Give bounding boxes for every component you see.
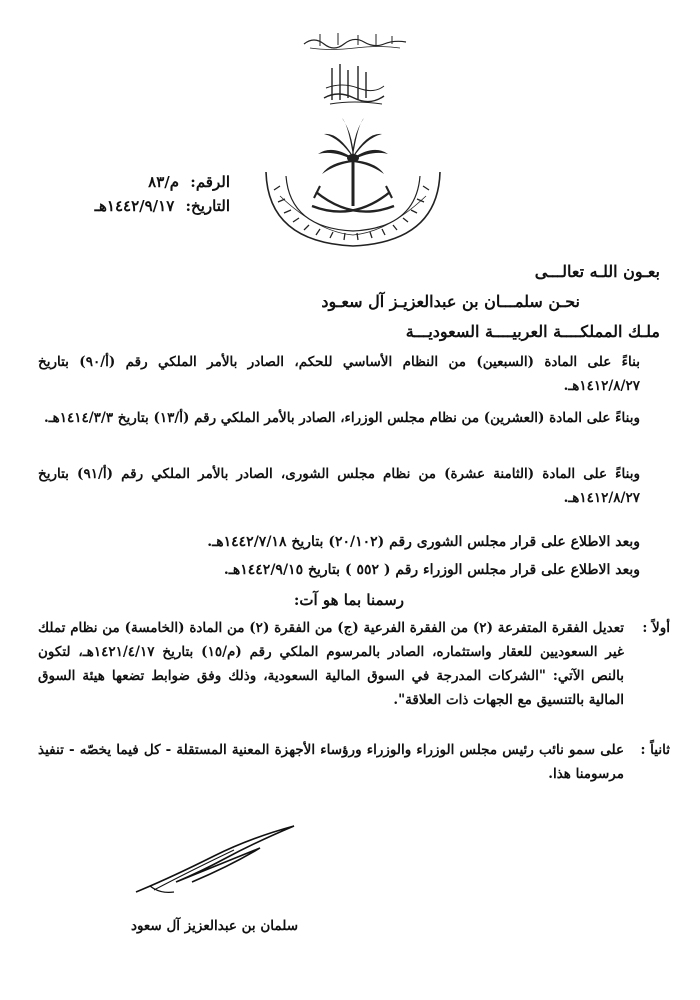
review-cabinet-line: وبعد الاطلاع على قرار مجلس الوزراء رقم ( ٥٥٢ ) بتاريخ ١٤٤٢/٩/١٥هـ.	[223, 562, 640, 578]
shahada-calligraphy	[318, 60, 390, 106]
handwritten-signature	[130, 820, 300, 900]
decree-intro-line: رسمنا بما هو آت:	[293, 591, 404, 609]
recital-shura-council: وبناءً على المادة (الثامنة عشرة) من نظام مجلس الشورى، الصادر بالأمر الملكي رقم (أ/٩١) بتاريخ ١٤١٢/٨/٢٧هـ.	[38, 466, 640, 506]
saudi-emblem	[258, 110, 448, 250]
article-second-number: ثانياً :	[640, 742, 670, 758]
reference-number-label: الرقم:	[190, 173, 230, 191]
article-first-number: أولاً :	[642, 620, 670, 636]
recital-basic-law: بناءً على المادة (السبعين) من النظام الأساسي للحكم، الصادر بالأمر الملكي رقم (أ/٩٠) بتاريخ ١٤١٢/٨/٢٧هـ.	[38, 354, 640, 394]
date-value: ١٤٤٢/٩/١٧هـ	[94, 197, 175, 215]
date-label: التاريخ:	[185, 197, 230, 215]
recital-council-of-ministers: وبناءً على المادة (العشرين) من نظام مجلس الوزراء، الصادر بالأمر الملكي رقم (أ/١٣) بتاريخ ١٤١٤/٣/٣هـ.	[43, 410, 640, 426]
basmala-calligraphy	[300, 30, 410, 52]
review-shura-line: وبعد الاطلاع على قرار مجلس الشورى رقم (٢٠/١٠٢) بتاريخ ١٤٤٢/٧/١٨هـ.	[207, 534, 640, 550]
reference-number-value: م/٨٣	[148, 173, 180, 191]
signer-name: سلمان بن عبدالعزيز آل سعود	[130, 918, 298, 934]
king-line: نحـن سلمـــان بن عبدالعزيـز آل سعـود	[321, 292, 580, 311]
article-first	[38, 616, 670, 736]
opening-line: بعـون اللـه تعالـــى	[534, 262, 660, 281]
article-second	[38, 738, 670, 790]
reference-block	[30, 170, 230, 218]
kingdom-line: ملـك المملكــــة العربيــــة السعوديـــة	[405, 322, 660, 341]
reference-number-row	[30, 170, 230, 194]
date-row	[30, 194, 230, 218]
article-first-text: تعديل الفقرة المتفرعة (٢) من الفقرة الفرعية (ج) من الفقرة (٢) من المادة (الخامسة) من نظام تملك غير السعوديين للعقار واستثماره، الصادر بالمرسوم الملكي رقم (م/١٥) بتاريخ ١٤٢١/٤/١٧هـ، لتكون بالنص الآتي: "الشركات المدرجة في السوق المالية السعودية، وذلك وفق ضوابط تضعها هيئة السوق المالية بالتنسيق مع الجهات ذات العلاقة".	[38, 620, 624, 708]
article-second-text: على سمو نائب رئيس مجلس الوزراء والوزراء ورؤساء الأجهزة المعنية المستقلة - كل فيما يخصّه - تنفيذ مرسومنا هذا.	[38, 742, 624, 782]
